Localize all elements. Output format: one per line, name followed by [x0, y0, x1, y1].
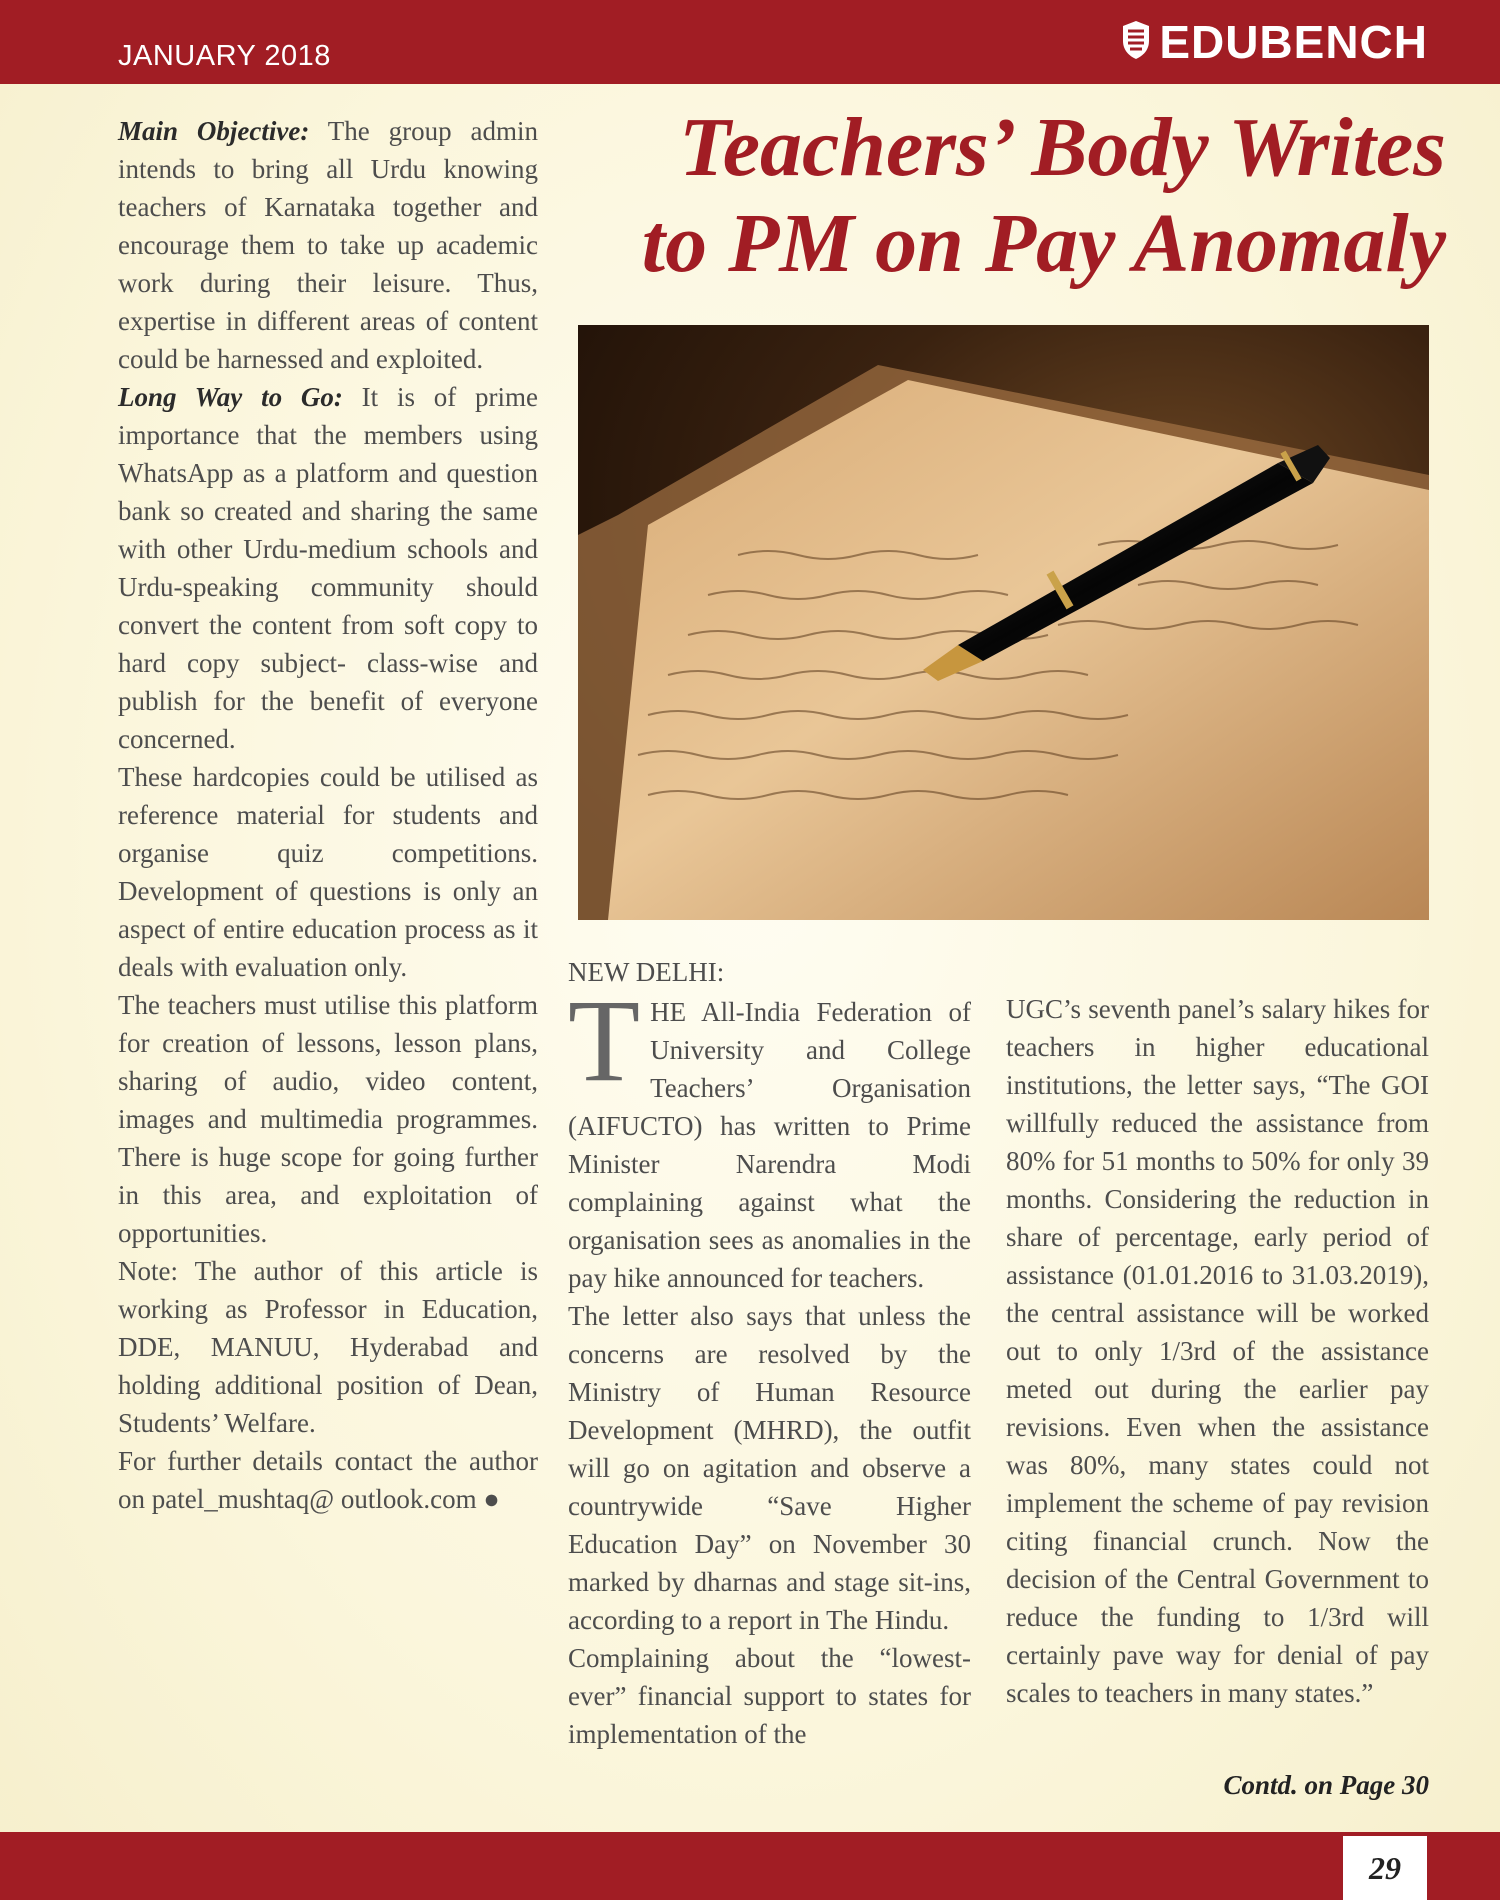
brand-name: EDUBENCH: [1159, 16, 1428, 68]
lead-in-long-way: Long Way to Go:: [118, 382, 343, 412]
lead-in-main-objective: Main Objective:: [118, 116, 310, 146]
paragraph-text: The group admin intends to bring all Urdu knowing teachers of Karnataka together and encourage them to take up academic work during their leisure. Thus, expertise in different areas of content could be harnessed and exploited.: [118, 116, 538, 374]
paragraph: The teachers must utilise this platform for creation of lessons, lesson plans, sharing of audio, video content, images and multimedia programmes. There is huge scope for going further in this area, and exploitation of opportunities.: [118, 990, 538, 1248]
continued-link[interactable]: Contd. on Page 30: [1223, 1770, 1429, 1800]
middle-column: [568, 953, 971, 1753]
drop-cap: T: [568, 975, 641, 1106]
footer-bar: [0, 1832, 1500, 1900]
left-column: [118, 112, 538, 1518]
headline-line-2: to PM on Pay Anomaly: [641, 197, 1446, 290]
article-photo: [578, 325, 1429, 920]
paragraph-text: It is of prime importance that the members using WhatsApp as a platform and question bank so created and sharing the same with other Urdu-medium schools and Urdu-speaking community should convert the content from soft copy to hard copy subject- class-wise and publish for the benefit of everyone concerned.: [118, 382, 538, 754]
paragraph: [118, 378, 538, 758]
paragraph: [568, 975, 971, 1297]
paragraph-text: For further details contact the author on: [118, 1446, 538, 1514]
article-headline: [566, 100, 1446, 292]
paragraph-text: HE All-India Federation of University and College Teachers’ Organisation (AIFUCTO) has written to Prime Minister Narendra Modi complaining against what the organisation sees as anomalies in the pay hike announced for teachers.: [568, 997, 971, 1293]
paragraph: These hardcopies could be utilised as reference material for students and organise quiz competitions. Development of questions is only an aspect of entire education process as it deals with evaluation only.: [118, 762, 538, 982]
headline-line-1: Teachers’ Body Writes: [679, 101, 1446, 194]
dateline: NEW DELHI:: [568, 957, 725, 987]
paragraph: Complaining about the “lowest-ever” financial support to states for implementation of the: [568, 1643, 971, 1749]
right-column: [1006, 990, 1429, 1712]
end-mark: ●: [476, 1484, 500, 1514]
paragraph: The letter also says that unless the concerns are resolved by the Ministry of Human Resource Development (MHRD), the outfit will go on agitation and observe a countrywide “Save Higher Education Day” on November 30 marked by dharnas and stage sit-ins, according to a report in The Hindu.: [568, 1301, 971, 1635]
brand-logo: [1121, 18, 1428, 66]
page-number: 29: [1343, 1836, 1427, 1900]
author-email[interactable]: patel_mushtaq@ outlook.com: [151, 1484, 477, 1514]
paragraph: [118, 112, 538, 378]
issue-date: JANUARY 2018: [118, 40, 331, 72]
shield-logo-icon: [1121, 19, 1151, 66]
author-note: Note: The author of this article is working as Professor in Education, DDE, MANUU, Hyderabad and holding additional position of Dean, Students’ Welfare.: [118, 1256, 538, 1438]
contact-paragraph: [118, 1442, 538, 1518]
paragraph: UGC’s seventh panel’s salary hikes for teachers in higher educational institutions, the letter says, “The GOI willfully reduced the assistance from 80% for 51 months to 50% for only 39 months. Considering the reduction in share of percentage, early period of assistance (01.01.2016 to 31.03.2019), the central assistance will be worked out to only 1/3rd of the assistance meted out during the earlier pay revisions. Even when the assistance was 80%, many states could not implement the scheme of pay revision citing financial crunch. Now the decision of the Central Government to reduce the funding to 1/3rd will certainly pave way for denial of pay scales to teachers in many states.”: [1006, 994, 1429, 1708]
